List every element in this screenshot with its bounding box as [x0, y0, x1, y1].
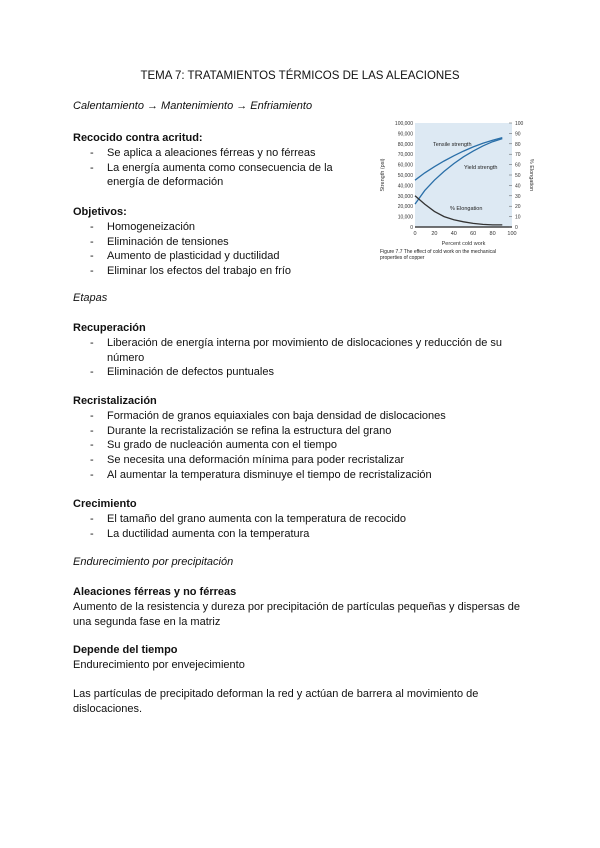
list-item: - Liberación de energía interna por movimiento de dislocaciones y reducción de su número [90, 336, 503, 364]
y-tick-label: 30,000 [397, 193, 413, 200]
series-label: Tensile strength [433, 142, 472, 148]
section-heading: Depende del tiempo [73, 644, 178, 656]
section-aleaciones [73, 585, 535, 629]
y-tick-label: 0 [410, 225, 413, 231]
section-objetivos [73, 205, 291, 279]
final-paragraph: Las partículas de precipitado deforman la red y actúan de barrera al movimiento de dislocaciones. [73, 688, 479, 715]
y-tick-label: 10,000 [397, 214, 413, 221]
document-title: TEMA 7: TRATAMIENTOS TÉRMICOS DE LAS ALEACIONES [140, 70, 460, 82]
y-tick-label: 90,000 [397, 131, 413, 138]
y-tick-label: 50,000 [397, 173, 413, 179]
y-axis-label: Strength (psi) [380, 158, 386, 192]
y2-tick-label: 20 [515, 204, 521, 211]
list-item: - Eliminar los efectos del trabajo en frío [90, 265, 292, 278]
series-label: Yield strength [464, 165, 498, 171]
x-tick-label: 80 [489, 231, 496, 237]
x-axis-label: Percent cold work [441, 241, 486, 247]
process-sequence: Calentamiento → Mantenimiento → Enfriamiento [73, 100, 313, 112]
section-recuperacion [73, 321, 523, 380]
etapas-label: Etapas [73, 292, 108, 304]
y-tick-label: 20,000 [397, 204, 413, 211]
list-item: - Se necesita una deformación mínima para poder recristalizar [90, 454, 405, 467]
y-tick-label: 40,000 [397, 183, 413, 190]
list-item: - Durante la recristalización se refina la estructura del grano [90, 424, 392, 437]
y2-tick-label: 60 [515, 162, 521, 169]
cold-work-chart [376, 116, 536, 266]
y-tick-label: 80,000 [397, 141, 413, 148]
y2-tick-label: 90 [515, 131, 521, 138]
section-depende [73, 643, 245, 673]
series-label: % Elongation [450, 206, 483, 212]
list-item: - Al aumentar la temperatura disminuye el tiempo de recristalización [90, 468, 432, 481]
section-heading: Crecimiento [73, 498, 137, 510]
figure-caption: Figure 7.7 The effect of cold work on the mechanical [380, 249, 496, 255]
y2-tick-label: 80 [515, 141, 521, 148]
section-heading: Recristalización [73, 395, 157, 407]
y2-tick-label: 0 [515, 225, 518, 231]
y2-tick-label: 30 [515, 193, 521, 200]
y-tick-label: 100,000 [394, 121, 413, 127]
list-item: - Formación de granos equiaxiales con baja densidad de dislocaciones [90, 409, 446, 422]
list-item: - La energía aumenta como consecuencia de la energía de deformación [90, 161, 333, 189]
section-heading: Recuperación [73, 322, 146, 334]
endurecimiento-label: Endurecimiento por precipitación [73, 556, 234, 568]
list-item: - Homogeneización [90, 220, 196, 233]
y2-tick-label: 70 [515, 152, 521, 159]
section-crecimiento [73, 497, 533, 541]
list-item: - El tamaño del grano aumenta con la temperatura de recocido [90, 512, 407, 525]
y2-tick-label: 50 [515, 173, 521, 179]
section-recocido [73, 131, 353, 190]
list-item: - Se aplica a aleaciones férreas y no férreas [90, 146, 316, 159]
list-item: - Eliminación de tensiones [90, 235, 229, 248]
section-heading: Aleaciones férreas y no férreas [73, 586, 237, 598]
y2-tick-label: 40 [515, 183, 521, 190]
list-item: - Eliminación de defectos puntuales [90, 366, 274, 379]
x-tick-label: 60 [470, 231, 477, 237]
section-recristalizacion [73, 394, 533, 483]
paragraph: Aumento de la resistencia y dureza por precipitación de partículas pequeñas y dispersas de una segunda fase en la matriz [73, 600, 520, 628]
section-heading: Objetivos: [73, 206, 127, 218]
list-item: - La ductilidad aumenta con la temperatura [90, 527, 310, 540]
x-tick-label: 20 [431, 231, 438, 237]
y-tick-label: 60,000 [397, 162, 413, 169]
y2-tick-label: 10 [515, 214, 521, 221]
y-tick-label: 70,000 [397, 152, 413, 159]
list-item: - Su grado de nucleación aumenta con el tiempo [90, 439, 337, 452]
list-item: - Aumento de plasticidad y ductilidad [90, 250, 280, 263]
y2-tick-label: 100 [515, 121, 524, 127]
x-tick-label: 100 [507, 231, 517, 237]
x-tick-label: 40 [450, 231, 457, 237]
x-tick-label: 0 [413, 231, 417, 237]
section-heading: Recocido contra acritud: [73, 132, 203, 144]
figure-caption: properties of copper [380, 255, 425, 261]
paragraph: Endurecimiento por envejecimiento [73, 658, 245, 671]
y2-axis-label: % Elongation [528, 158, 534, 192]
